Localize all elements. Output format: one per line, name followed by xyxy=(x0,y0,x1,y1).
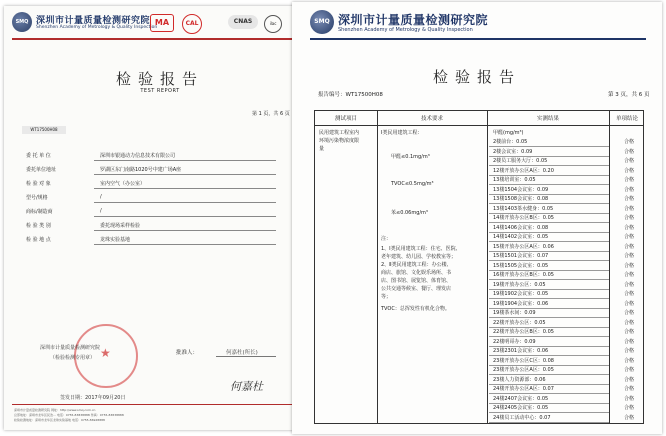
result-value: 22楼开放办公区：0.05 xyxy=(493,319,546,326)
column-header-verdict: 单项结论 xyxy=(615,116,638,122)
result-verdict: 合格 xyxy=(623,319,634,326)
field-test-location xyxy=(26,236,78,243)
field-underline xyxy=(94,160,276,161)
header-divider xyxy=(12,38,308,40)
requirement-text: 等； xyxy=(381,294,392,300)
cnas-mark-icon: CNAS xyxy=(228,15,258,29)
result-value: 13楼1504会议室：0.09 xyxy=(493,186,549,193)
page-indicator: 第 3 页，共 6 页 xyxy=(608,92,650,98)
sign-date: 签发日期：2017年09月20日 xyxy=(60,395,126,401)
result-verdict: 合格 xyxy=(623,158,634,164)
result-verdict: 合格 xyxy=(623,139,634,145)
stamp-org: 深圳市计量质量检测研究院 xyxy=(40,345,101,351)
cover-header xyxy=(12,12,308,36)
approver-underline xyxy=(216,356,276,357)
result-value: 24楼员工活动中心：0.07 xyxy=(493,414,551,421)
results-header: 甲醛(mg/m³) xyxy=(493,130,524,136)
result-value: 24楼2407会议室：0.05 xyxy=(493,395,549,402)
field-client xyxy=(26,152,78,159)
result-verdict: 合格 xyxy=(623,167,634,174)
field-underline xyxy=(94,188,276,189)
field-label: 检 验 地 点 xyxy=(26,237,51,243)
org-name-en: Shenzhen Academy of Metrology & Quality Inspection xyxy=(338,27,473,33)
result-verdict: 合格 xyxy=(623,357,634,364)
smq-logo-icon: SMQ xyxy=(310,10,334,34)
result-verdict: 合格 xyxy=(623,177,634,183)
requirement-text: Ⅰ类民用建筑工程： xyxy=(381,130,423,136)
result-verdict: 合格 xyxy=(623,376,634,383)
result-verdict: 合格 xyxy=(623,414,634,421)
result-value: 12楼开放办公区A区：0.20 xyxy=(493,167,554,174)
cal-mark-icon: CAL xyxy=(182,14,202,34)
result-value: 13楼1508会议室：0.08 xyxy=(493,196,549,202)
test-item-name: 民用建筑工程室内 xyxy=(319,130,360,136)
field-value: / xyxy=(100,208,102,214)
field-underline xyxy=(94,202,276,203)
header-divider xyxy=(310,38,646,40)
field-brand xyxy=(26,208,78,215)
requirement-text: 苯≤0.06mg/m³ xyxy=(391,210,428,216)
footer-line: 深圳市计量质量检测研究院 网址：http://www.smq.com.cn xyxy=(14,408,96,412)
org-name-en: Shenzhen Academy of Metrology & Quality Inspection xyxy=(36,25,158,30)
result-value: 22楼明哥办：0.09 xyxy=(493,338,536,345)
page-indicator: 第 1 页，共 6 页 xyxy=(252,111,290,117)
field-label: 委托单位地址 xyxy=(26,167,57,173)
result-verdict: 合格 xyxy=(623,300,634,307)
test-item-name: 量 xyxy=(319,146,325,152)
field-value: 室内空气（办公室） xyxy=(100,181,146,187)
result-verdict: 合格 xyxy=(623,262,634,269)
result-verdict: 合格 xyxy=(623,367,634,373)
column-header-item: 测试项目 xyxy=(334,116,357,122)
requirement-text: 商店、旅馆、文化娱乐场所、书 xyxy=(381,270,452,276)
result-value: 23楼开放办公区A区：0.05 xyxy=(493,367,554,373)
result-value: 15楼1505会议室：0.05 xyxy=(493,262,549,269)
result-verdict: 合格 xyxy=(623,205,634,212)
result-verdict: 合格 xyxy=(623,243,634,250)
column-header-requirement: 技术要求 xyxy=(420,116,443,122)
results-table xyxy=(314,110,644,424)
report-number: WT17500H08 xyxy=(22,126,66,134)
result-value: 14楼开放办公区B区：0.05 xyxy=(493,215,554,221)
org-name-cn: 深圳市计量质量检测研究院 xyxy=(36,16,151,26)
column-header-result: 实测结果 xyxy=(536,116,559,122)
org-name-cn: 深圳市计量质量检测研究院 xyxy=(338,13,489,27)
report-subtitle: TEST REPORT xyxy=(140,88,180,94)
result-verdict: 合格 xyxy=(623,395,634,402)
requirement-text: TVOC≤0.5mg/m³ xyxy=(391,181,434,187)
field-value: 深圳市银通动力信息技术有限公司 xyxy=(100,153,176,159)
result-value: 19楼1904会议室：0.06 xyxy=(493,300,549,307)
result-verdict: 合格 xyxy=(623,329,634,335)
report-cover-page xyxy=(4,6,316,430)
requirement-text: 老年建筑、幼儿园、学校教室等； xyxy=(381,254,457,260)
result-value: 24楼开放办公区A区：0.07 xyxy=(493,386,554,392)
result-value: 2楼前台：0.05 xyxy=(493,139,528,145)
result-value: 24楼2405会议室：0.05 xyxy=(493,405,549,411)
ilac-mark-icon: ilac xyxy=(264,15,282,33)
field-underline xyxy=(94,230,276,231)
field-label: 检 验 类 别 xyxy=(26,223,51,229)
footer-divider xyxy=(12,404,308,405)
field-value: 龙珠实验基地 xyxy=(100,237,131,243)
column-divider xyxy=(377,111,378,423)
result-verdict: 合格 xyxy=(623,234,634,240)
result-value: 22楼开放办公区B区：0.05 xyxy=(493,329,554,335)
result-verdict: 合格 xyxy=(623,215,634,221)
requirement-text: 注： xyxy=(381,236,392,242)
requirement-text: 甲醛≤0.1mg/m³ xyxy=(391,154,430,160)
field-label: 商标/制造商 xyxy=(26,209,53,215)
result-value: 2楼会议室：0.09 xyxy=(493,148,533,155)
approver-value: 何嘉杜(所长) xyxy=(226,350,258,356)
report-number: 报告编号：WT17500H08 xyxy=(318,92,383,98)
result-value: 19楼开放办公区：0.05 xyxy=(493,281,546,288)
report-title: 检验报告 xyxy=(115,70,204,88)
field-underline xyxy=(94,244,276,245)
result-verdict: 合格 xyxy=(623,405,634,411)
stamp-note: （检验检测专用章） xyxy=(50,355,96,361)
field-underline xyxy=(94,216,276,217)
result-verdict: 合格 xyxy=(623,281,634,288)
footer-line: 检验检测地址：深圳市龙华区龙珠实验基地 电话：0755-86928888 xyxy=(14,418,105,422)
result-verdict: 合格 xyxy=(623,291,634,297)
smq-logo-icon: SMQ xyxy=(12,12,32,32)
test-item-name: 环境污染物浓度限 xyxy=(319,138,360,144)
requirement-text: 公共交通等候室、餐厅、理发店 xyxy=(381,286,452,292)
row-divider xyxy=(489,422,609,423)
field-value: / xyxy=(100,194,102,200)
requirement-text: 1、Ⅰ类民用建筑工程：住宅、医院、 xyxy=(381,246,461,252)
result-verdict: 合格 xyxy=(623,186,634,193)
header-row-divider xyxy=(315,125,643,126)
field-client-address xyxy=(26,166,78,173)
field-model xyxy=(26,194,78,201)
result-verdict: 合格 xyxy=(623,386,634,392)
result-verdict: 合格 xyxy=(623,196,634,202)
field-underline xyxy=(94,174,276,175)
column-divider xyxy=(487,111,488,423)
result-verdict: 合格 xyxy=(623,272,634,278)
result-value: 14楼1406会议室：0.08 xyxy=(493,224,549,231)
result-value: 23楼开放办公区C区：0.08 xyxy=(493,357,554,364)
field-test-object xyxy=(26,180,78,187)
result-verdict: 合格 xyxy=(623,253,634,259)
result-value: 23楼人力资源部：0.06 xyxy=(493,376,546,383)
result-value: 14楼1402会议室：0.05 xyxy=(493,234,549,240)
result-value: 19楼1902会议室：0.05 xyxy=(493,291,549,297)
approver-label: 批准人： xyxy=(176,350,199,356)
result-verdict: 合格 xyxy=(623,338,634,345)
result-value: 16楼开放办公区B区：0.05 xyxy=(493,272,554,278)
field-label: 型号/规格 xyxy=(26,195,48,201)
handwritten-signature: 何嘉杜 xyxy=(230,380,263,393)
result-value: 19楼茶水间：0.09 xyxy=(493,310,536,316)
result-value: 2楼员工服务大厅：0.05 xyxy=(493,158,548,164)
cma-mark-icon: MA xyxy=(150,14,174,32)
field-test-type xyxy=(26,222,78,229)
result-value: 15楼1501会议室：0.07 xyxy=(493,253,549,259)
report-title: 检验报告 xyxy=(432,68,521,86)
result-verdict: 合格 xyxy=(623,148,634,155)
report-results-page xyxy=(292,2,662,434)
result-verdict: 合格 xyxy=(623,310,634,316)
result-value: 13楼培训室：0.05 xyxy=(493,177,536,183)
result-value: 23楼2301会议室：0.06 xyxy=(493,348,549,354)
field-value: 罗湖区东门南路1020号中建广场A座 xyxy=(100,167,182,173)
result-verdict: 合格 xyxy=(623,224,634,231)
field-label: 委 托 单 位 xyxy=(26,153,51,159)
field-value: 委托现场采样检验 xyxy=(100,223,141,229)
requirement-text: TVOC：总挥发性有机化合物。 xyxy=(381,306,450,312)
footer-line: 总部地址：深圳市龙华区民治... 电话：0755-83838888 传真：0755-83838888 xyxy=(14,413,124,417)
result-verdict: 合格 xyxy=(623,348,634,354)
result-value: 15楼开放办公区A区：0.06 xyxy=(493,243,554,250)
star-icon: ★ xyxy=(100,346,111,360)
requirement-text: 店、图书馆、展览馆、体育馆、 xyxy=(381,278,452,284)
requirement-text: 2、Ⅱ类民用建筑工程：办公楼、 xyxy=(381,262,452,268)
field-label: 检 验 对 象 xyxy=(26,181,51,187)
result-value: 13楼1403茶水健身：0.05 xyxy=(493,205,554,212)
column-divider xyxy=(609,111,610,423)
